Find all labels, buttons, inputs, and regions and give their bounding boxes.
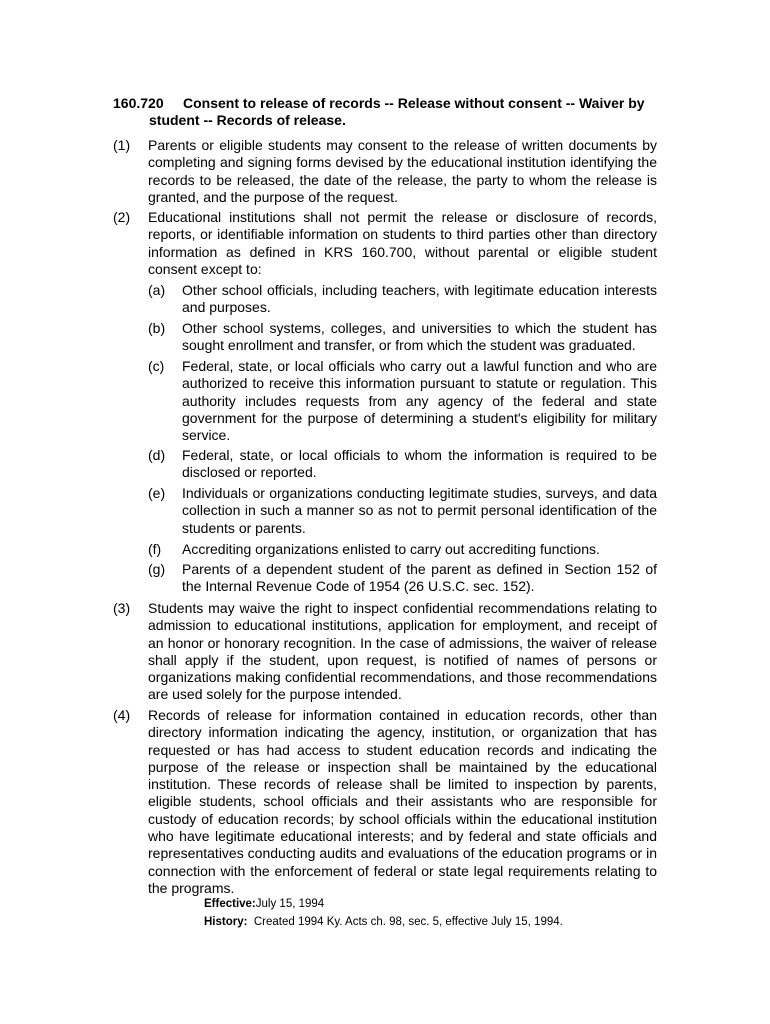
subsection-label: (1) [113,137,131,153]
subsection-3 [113,600,657,704]
paragraph-label: (b) [148,320,166,336]
effective-value: July 15, 1994 [255,898,325,910]
subsection-label: (4) [113,707,131,723]
paragraph-d [148,447,657,482]
paragraph-text: Federal, state, or local officials to whom the information is required to be disclosed or reported. [182,447,657,481]
paragraph-label: (c) [148,358,165,374]
subsection-text: Records of release for information contained in education records, other than directory information indicating the agency, institution, or organization that has requested or has had access to student education records and indicating the purpose of the release or inspection shall be maintained by the educational institution. These records of release shall be limited to inspection by parents, eligible students, school officials and their assistants who are responsible for custody of education records; by school officials within the educational institution who have legitimate educational interests; and by federal and state officials and representatives conducting audits and evaluations of the education programs or in connection with the enforcement of federal or state legal requirements relating to the programs. [148,707,657,896]
section-number: 160.720 [113,95,164,111]
paragraph-text: Parents of a dependent student of the parent as defined in Section 152 of the Internal Revenue Code of 1954 (26 U.S.C. sec. 152). [182,561,657,595]
heading-line-1 [113,95,661,112]
subsection-4 [113,707,657,897]
paragraph-text: Accrediting organizations enlisted to carry out accrediting functions. [182,541,600,557]
paragraph-label: (a) [148,282,166,298]
paragraph-g [148,561,657,596]
paragraph-c [148,358,657,444]
subsection-label: (2) [113,209,131,225]
subsection-text: Parents or eligible students may consent to the release of written documents by completing and signing forms devised by the educational institution identifying the records to be released, the date of the release, the party to whom the release is granted, and the purpose of the request. [148,137,657,205]
paragraph-e [148,485,657,537]
history-label: History: [204,916,248,928]
subsection-1 [113,137,657,206]
paragraph-a [148,282,657,317]
history-note [204,915,563,929]
subsection-2 [113,209,657,278]
subsection-text: Educational institutions shall not permit the release or disclosure of records, reports, or identifiable information on students to third parties other than directory information as defined in KRS 160.700, without parental or eligible student consent except to: [148,209,657,277]
effective-date [204,897,324,911]
heading-title-line-1: Consent to release of records -- Release without consent -- Waiver by [183,95,645,111]
paragraph-text: Other school officials, including teachers, with legitimate education interests and purposes. [182,282,657,316]
paragraph-label: (e) [148,485,166,501]
paragraph-f [148,541,657,558]
paragraph-text: Other school systems, colleges, and universities to which the student has sought enrollment and transfer, or from which the student was graduated. [182,320,657,354]
history-value: Created 1994 Ky. Acts ch. 98, sec. 5, effective July 15, 1994. [253,916,563,928]
paragraph-label: (d) [148,447,166,463]
paragraph-text: Federal, state, or local officials who carry out a lawful function and who are authorized to receive this information pursuant to statute or regulation. This authority includes requests from any agency of the federal and state government for the purpose of determining a student's eligibility for military service. [182,358,657,444]
effective-label: Effective: [204,898,256,910]
paragraph-label: (g) [148,561,166,577]
heading-title-line-2: student -- Records of release. [149,112,346,128]
subsection-label: (3) [113,600,131,616]
paragraph-b [148,320,657,355]
paragraph-label: (f) [148,541,162,557]
paragraph-text: Individuals or organizations conducting legitimate studies, surveys, and data collection in such a manner so as not to permit personal identification of the students or parents. [182,485,657,536]
section-heading [113,95,661,129]
subsection-text: Students may waive the right to inspect confidential recommendations relating to admission to educational institutions, application for employment, and receipt of an honor or honorary recognition. In the case of admissions, the waiver of release shall apply if the student, upon request, is notified of names of persons or organizations making confidential recommendations, and those recommendations are used solely for the purpose intended. [148,600,657,703]
